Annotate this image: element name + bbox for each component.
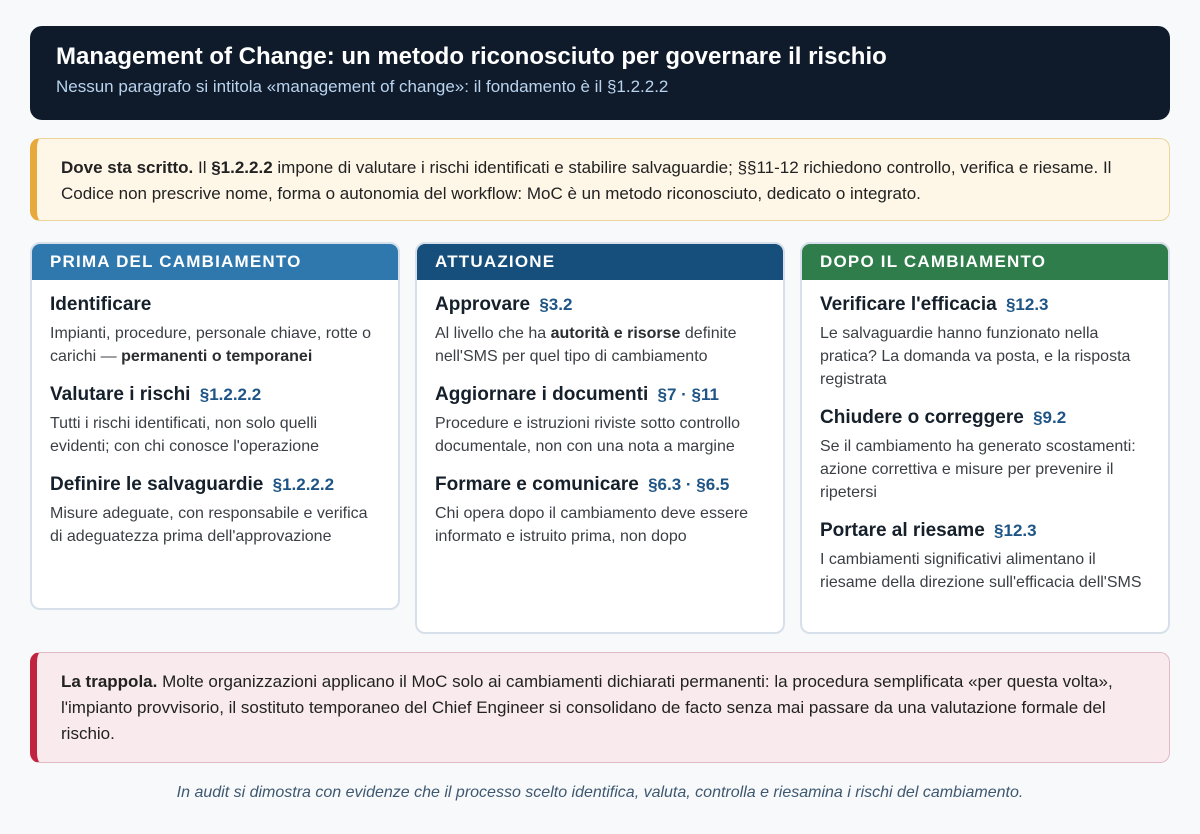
step-description: Se il cambiamento ha generato scostamenti: azione correttiva e misure per prevenire il ripetersi bbox=[820, 438, 1136, 501]
step-description: Tutti i rischi identificati, non solo quelli evidenti; con chi conosce l'operazione bbox=[50, 415, 319, 455]
step-update-documents bbox=[435, 382, 765, 458]
column-header bbox=[802, 244, 1168, 280]
step-title: Aggiornare i documenti bbox=[435, 384, 649, 405]
step-description: I cambiamenti significativi alimentano il riesame della direzione sull'efficacia dell'SMS bbox=[820, 551, 1142, 591]
where-written-callout bbox=[30, 138, 1170, 221]
step-reference: §7 · §11 bbox=[657, 385, 719, 404]
step-description: Procedure e istruzioni riviste sotto controllo documentale, non con una nota a margine bbox=[435, 415, 741, 455]
note-pre: Il bbox=[193, 158, 212, 177]
step-identify bbox=[50, 292, 380, 368]
trap-label: La trappola. bbox=[61, 672, 158, 691]
step-reference: §12.3 bbox=[1005, 295, 1049, 314]
step-title: Definire le salvaguardie bbox=[50, 474, 264, 495]
column-title: DOPO IL CAMBIAMENTO bbox=[820, 252, 1047, 271]
step-title: Chiudere o correggere bbox=[820, 407, 1024, 428]
step-reference: §3.2 bbox=[539, 295, 573, 314]
step-title: Formare e comunicare bbox=[435, 474, 639, 495]
step-reference: §1.2.2.2 bbox=[272, 475, 335, 494]
footer-note: In audit si dimostra con evidenze che il processo scelto identifica, valuta, controlla e riesamina i rischi del cambiamento. bbox=[176, 784, 1024, 801]
note-text: impone di valutare i rischi identificati e stabilire salvaguardie; §§11-12 richiedono controllo, verifica e riesame. Il Codice non prescrive nome, forma o autonomia del workflow: MoC è un metodo riconosciuto, dedicato o integrato. bbox=[61, 158, 1112, 203]
page-subtitle: Nessun paragrafo si intitola «management of change»: il fondamento è il §1.2.2.2 bbox=[56, 77, 669, 96]
column-header bbox=[417, 244, 783, 280]
step-description: Chi opera dopo il cambiamento deve essere informato e istruito prima, non dopo bbox=[435, 505, 749, 545]
step-close-or-correct bbox=[820, 405, 1150, 504]
column-implementation bbox=[415, 242, 785, 634]
column-before-change bbox=[30, 242, 400, 610]
step-description: Misure adeguate, con responsabile e verifica di adeguatezza prima dell'approvazione bbox=[50, 505, 368, 545]
column-after-change bbox=[800, 242, 1170, 634]
step-reference: §6.3 · §6.5 bbox=[648, 475, 730, 494]
note-ref: §1.2.2.2 bbox=[211, 158, 273, 177]
step-verify-effectiveness bbox=[820, 292, 1150, 391]
step-reference: §9.2 bbox=[1033, 408, 1067, 427]
column-header bbox=[32, 244, 398, 280]
step-title: Identificare bbox=[50, 294, 152, 315]
step-reference: §12.3 bbox=[994, 521, 1037, 540]
header-banner bbox=[30, 26, 1170, 120]
step-train-communicate bbox=[435, 472, 765, 548]
step-title: Verificare l'efficacia bbox=[820, 294, 997, 315]
step-title: Portare al riesame bbox=[820, 520, 985, 541]
step-assess-risks bbox=[50, 382, 380, 458]
column-title: PRIMA DEL CAMBIAMENTO bbox=[50, 252, 302, 271]
step-approve bbox=[435, 292, 765, 368]
step-bring-to-review bbox=[820, 518, 1150, 594]
step-reference: §1.2.2.2 bbox=[199, 385, 262, 404]
page-title: Management of Change: un metodo riconosciuto per governare il rischio bbox=[56, 43, 887, 70]
trap-text: Molte organizzazioni applicano il MoC solo ai cambiamenti dichiarati permanenti: la procedura semplificata «per questa volta», l'impianto provvisorio, il sostituto temporaneo del Chief Engineer si consolidano de facto senza mai passare da una valutazione formale del rischio. bbox=[61, 672, 1113, 743]
step-description: Le salvaguardie hanno funzionato nella pratica? La domanda va posta, e la risposta registrata bbox=[820, 325, 1131, 388]
step-title: Approvare bbox=[435, 294, 531, 315]
step-title: Valutare i rischi bbox=[50, 384, 191, 405]
step-description: Al livello che ha autorità e risorse definite nell'SMS per quel tipo di cambiamento bbox=[435, 325, 737, 365]
column-title: ATTUAZIONE bbox=[435, 252, 556, 271]
trap-callout bbox=[30, 652, 1170, 763]
note-label: Dove sta scritto. bbox=[61, 158, 194, 177]
step-define-safeguards bbox=[50, 472, 380, 548]
step-description: Impianti, procedure, personale chiave, rotte o carichi — permanenti o temporanei bbox=[50, 325, 372, 365]
